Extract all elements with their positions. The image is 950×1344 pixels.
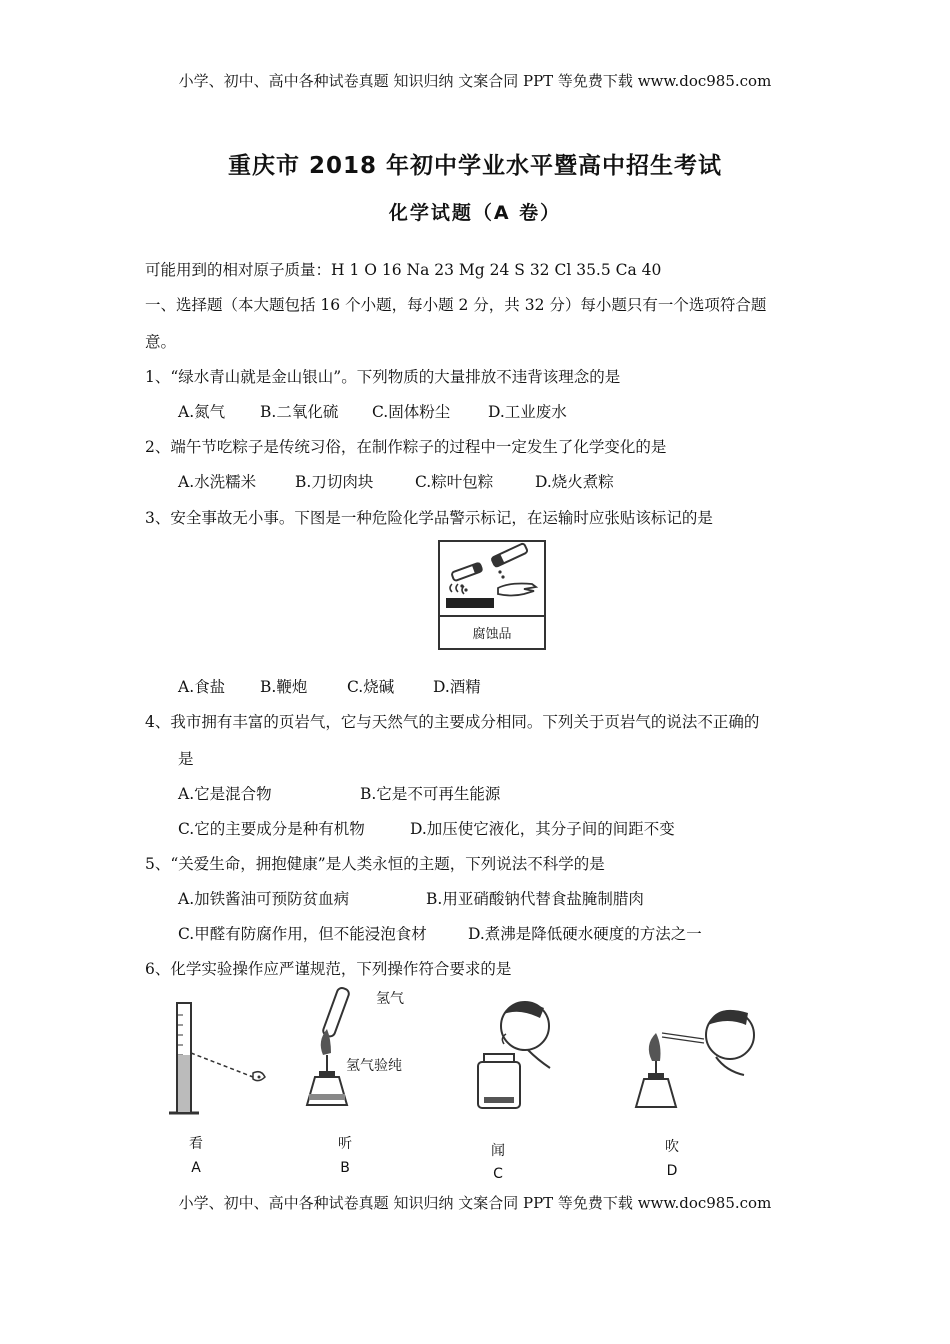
fig-d-blowing-burner (632, 995, 762, 1120)
q3-stem: 3、安全事故无小事。下图是一种危险化学品警示标记，在运输时应张贴该标记的是 (145, 509, 713, 527)
q1-option-b: B.二氧化硫 (260, 403, 339, 421)
fig-c-letter: C (493, 1166, 503, 1182)
q1-option-a: A.氮气 (178, 403, 226, 421)
atomic-masses: 可能用到的相对原子质量：H 1 O 16 Na 23 Mg 24 S 32 Cl 35.5 Ca 40 (145, 261, 662, 279)
corrosive-pictogram-icon (440, 542, 544, 620)
exam-title: 重庆市 2018 年初中学业水平暨高中招生考试 (227, 153, 723, 179)
q5-option-a: A.加铁酱油可预防贫血病 (178, 890, 350, 908)
q4-stem-line-1: 4、我市拥有丰富的页岩气，它与天然气的主要成分相同。下列关于页岩气的说法不正确的 (145, 713, 760, 731)
fig-a-cylinder-reading (165, 995, 275, 1120)
fig-c-smelling-jar (470, 988, 560, 1118)
q4-stem-line-2: 是 (178, 750, 194, 768)
section-intro-line-1: 一、选择题（本大题包括 16 个小题，每小题 2 分，共 32 分）每小题只有一个选项符合题 (145, 296, 767, 314)
fig-d-letter: D (666, 1163, 678, 1179)
q4-option-b: B.它是不可再生能源 (360, 785, 501, 803)
fig-d-caption: 吹 (665, 1139, 679, 1155)
q2-option-b: B.刀切肉块 (295, 473, 374, 491)
q1-option-d: D.工业废水 (488, 403, 567, 421)
q3-option-c: C.烧碱 (347, 678, 395, 696)
q4-option-c: C.它的主要成分是种有机物 (178, 820, 365, 838)
fig-b-letter: B (340, 1160, 350, 1176)
sign-label: 腐蚀品 (472, 627, 512, 642)
q4-option-d: D.加压使它液化，其分子间的间距不变 (410, 820, 675, 838)
q2-option-c: C.粽叶包粽 (415, 473, 494, 491)
fig-b-caption: 听 (338, 1136, 352, 1152)
q1-stem: 1、“绿水青山就是金山银山”。下列物质的大量排放不违背该理念的是 (145, 368, 621, 386)
q5-stem: 5、“关爱生命，拥抱健康”是人类永恒的主题，下列说法不科学的是 (145, 855, 605, 873)
q3-option-b: B.鞭炮 (260, 678, 308, 696)
corrosive-warning-sign (438, 540, 546, 650)
q1-option-c: C.固体粉尘 (372, 403, 451, 421)
fig-c-caption: 闻 (491, 1143, 505, 1159)
q3-option-d: D.酒精 (433, 678, 481, 696)
fig-a-caption: 看 (189, 1136, 203, 1152)
q2-stem: 2、端午节吃粽子是传统习俗，在制作粽子的过程中一定发生了化学变化的是 (145, 438, 667, 456)
q2-option-d: D.烧火煮粽 (535, 473, 614, 491)
fig-b-label-hydrogen: 氢气 (376, 991, 404, 1007)
q5-option-c: C.甲醛有防腐作用，但不能浸泡食材 (178, 925, 427, 943)
fig-b-label-purity-test: 氢气验纯 (346, 1058, 402, 1074)
q2-option-a: A.水洗糯米 (178, 473, 257, 491)
page-footer: 小学、初中、高中各种试卷真题 知识归纳 文案合同 PPT 等免费下载 www.doc985.com (178, 1194, 772, 1212)
section-intro-line-2: 意。 (145, 333, 177, 351)
q4-option-a: A.它是混合物 (178, 785, 272, 803)
q5-option-b: B.用亚硝酸钠代替食盐腌制腊肉 (426, 890, 644, 908)
q6-stem: 6、化学实验操作应严谨规范，下列操作符合要求的是 (145, 960, 512, 978)
page-header: 小学、初中、高中各种试卷真题 知识归纳 文案合同 PPT 等免费下载 www.doc985.com (178, 72, 772, 90)
exam-subtitle: 化学试题（A 卷） (388, 202, 562, 224)
q5-option-d: D.煮沸是降低硬水硬度的方法之一 (468, 925, 702, 943)
fig-a-letter: A (191, 1160, 201, 1176)
q3-option-a: A.食盐 (178, 678, 226, 696)
